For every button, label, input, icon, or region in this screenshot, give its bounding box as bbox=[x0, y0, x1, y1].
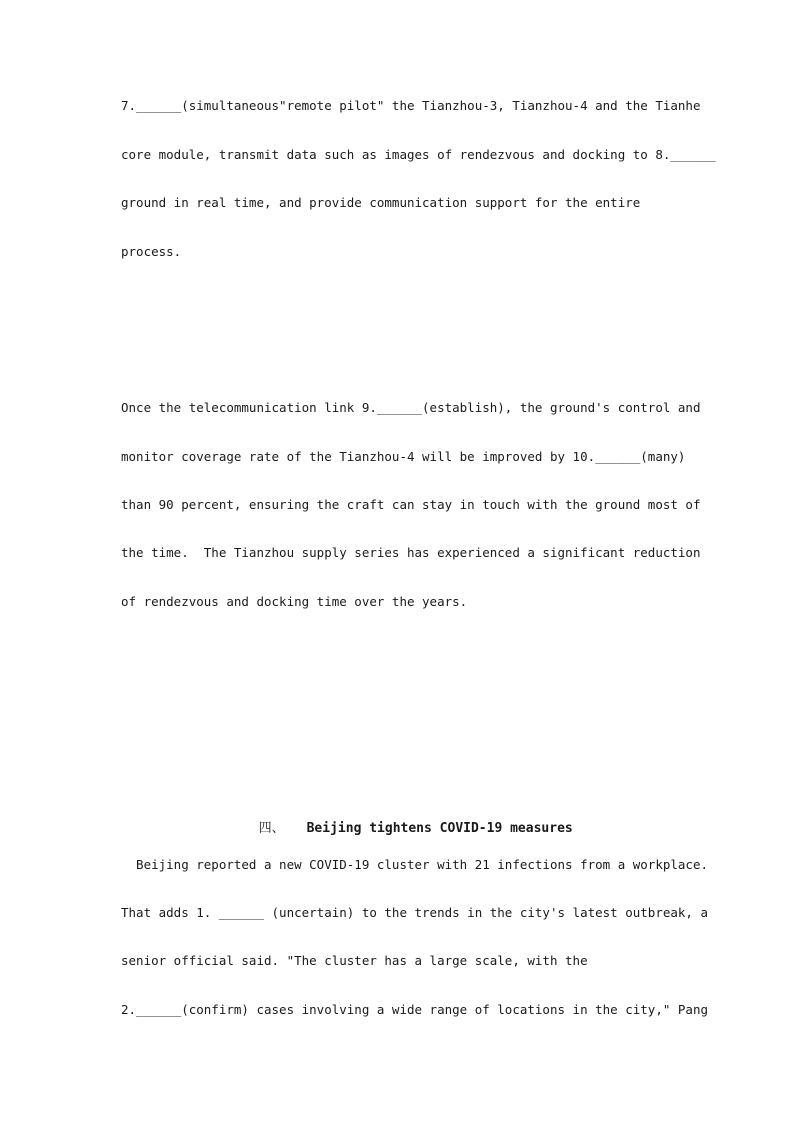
paragraph-line: Once the telecommunication link 9.______(establish), the ground's control and bbox=[121, 400, 701, 415]
paragraph-line: ground in real time, and provide communication support for the entire bbox=[121, 195, 641, 210]
paragraph-line: the time. The Tianzhou supply series has experienced a significant reduction bbox=[121, 545, 701, 560]
paragraph-line: monitor coverage rate of the Tianzhou-4 will be improved by 10.______(many) bbox=[121, 449, 686, 464]
paragraph-line: That adds 1. ______ (uncertain) to the trends in the city's latest outbreak, a bbox=[121, 905, 708, 920]
paragraph-line: Beijing reported a new COVID-19 cluster with 21 infections from a workplace. bbox=[121, 857, 708, 872]
paragraph-line: 2.______(confirm) cases involving a wide range of locations in the city," Pang bbox=[121, 1002, 708, 1017]
paragraph-line: senior official said. "The cluster has a large scale, with the bbox=[121, 953, 588, 968]
paragraph-line: 7.______(simultaneous"remote pilot" the Tianzhou-3, Tianzhou-4 and the Tianhe bbox=[121, 98, 701, 113]
paragraph-line: core module, transmit data such as images of rendezvous and docking to 8.______ bbox=[121, 147, 716, 162]
paragraph-line: process. bbox=[121, 244, 182, 259]
paragraph-line: of rendezvous and docking time over the years. bbox=[121, 594, 468, 609]
section-title: Beijing tightens COVID-19 measures bbox=[306, 821, 573, 836]
section-heading bbox=[0, 802, 800, 856]
section-number: 四、 bbox=[258, 821, 285, 836]
paragraph-line: than 90 percent, ensuring the craft can stay in touch with the ground most of bbox=[121, 497, 701, 512]
